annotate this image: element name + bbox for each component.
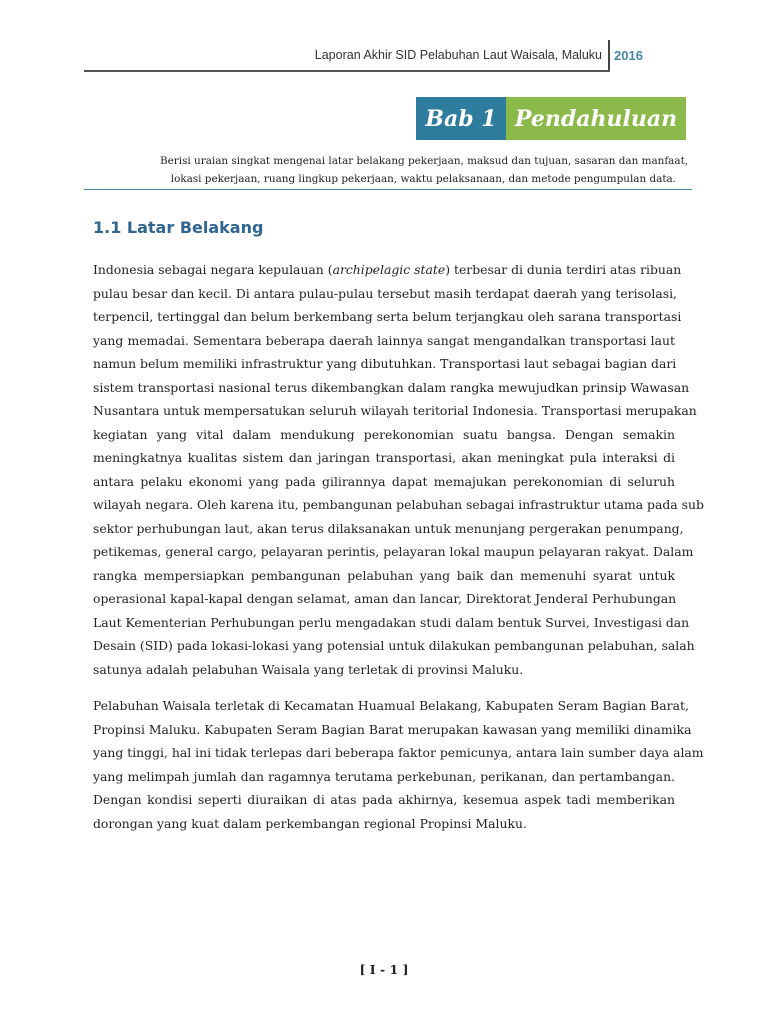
paragraph-line: Dengan kondisi seperti diuraikan di atas pada akhirnya, kesemua aspek tadi memberikan xyxy=(93,792,675,807)
paragraph-line: wilayah negara. Oleh karena itu, pembangunan pelabuhan sebagai infrastruktur utama pada sub xyxy=(93,497,704,512)
paragraph-line: Desain (SID) pada lokasi-lokasi yang potensial untuk dilakukan pembangunan pelabuhan, salah xyxy=(93,638,695,653)
paragraph-line: Propinsi Maluku. Kabupaten Seram Bagian Barat merupakan kawasan yang memiliki dinamika xyxy=(93,721,692,737)
paragraph-line: antara pelaku ekonomi yang pada gilirannya dapat memajukan perekonomian di seluruh xyxy=(93,473,675,489)
chapter-number: Bab 1 xyxy=(416,97,506,140)
paragraph-line: Pelabuhan Waisala terletak di Kecamatan Huamual Belakang, Kabupaten Seram Bagian Barat, xyxy=(93,698,689,713)
paragraph-line: sektor perhubungan laut, akan terus dilaksanakan untuk menunjang pergerakan penumpang, xyxy=(93,520,684,536)
header-rule xyxy=(84,70,610,72)
paragraph-2 xyxy=(93,694,704,835)
abstract-line: lokasi pekerjaan, ruang lingkup pekerjaan, waktu pelaksanaan, dan metode pengumpulan data. xyxy=(170,173,676,185)
paragraph-line: rangka mempersiapkan pembangunan pelabuhan yang baik dan memenuhi syarat untuk xyxy=(93,567,675,583)
paragraph-line: namun belum memiliki infrastruktur yang dibutuhkan. Transportasi laut sebagai bagian dari xyxy=(93,356,677,371)
paragraph-line: Nusantara untuk mempersatukan seluruh wilayah teritorial Indonesia. Transportasi merupakan xyxy=(93,403,697,418)
paragraph-line: petikemas, general cargo, pelayaran perintis, pelayaran lokal maupun pelayaran rakyat. Dalam xyxy=(93,544,694,559)
paragraph-line: kegiatan yang vital dalam mendukung perekonomian suatu bangsa. Dengan semakin xyxy=(93,426,675,442)
paragraph-line xyxy=(93,258,682,282)
italic-term: archipelagic state xyxy=(332,262,446,277)
paragraph-line: Laut Kementerian Perhubungan perlu mengadakan studi dalam bentuk Survei, Investigasi dan xyxy=(93,614,690,630)
paragraph-line: terpencil, tertinggal dan belum berkembang serta belum terjangkau oleh sarana transportasi xyxy=(93,309,682,324)
paragraph-line: pulau besar dan kecil. Di antara pulau-pulau tersebut masih terdapat daerah yang terisolasi, xyxy=(93,285,677,301)
paragraph-line: yang memadai. Sementara beberapa daerah lainnya sangat mengandalkan transportasi laut xyxy=(93,332,675,348)
abstract-rule xyxy=(84,189,692,190)
paragraph-line: yang tinggi, hal ini tidak terlepas dari beberapa faktor pemicunya, antara lain sumber daya alam xyxy=(93,745,704,760)
paragraph-line: sistem transportasi nasional terus dikembangkan dalam rangka mewujudkan prinsip Wawasan xyxy=(93,379,690,395)
header-separator xyxy=(608,40,610,72)
paragraph-line: yang melimpah jumlah dan ragamnya terutama perkebunan, perikanan, dan pertambangan. xyxy=(93,768,675,784)
paragraph-line: operasional kapal-kapal dengan selamat, aman dan lancar, Direktorat Jenderal Perhubungan xyxy=(93,591,677,606)
paragraph-1 xyxy=(93,258,704,681)
chapter-banner xyxy=(416,97,686,140)
text-run: ) terbesar di dunia terdiri atas ribuan xyxy=(445,262,682,277)
chapter-abstract xyxy=(160,152,689,188)
chapter-title: Pendahuluan xyxy=(506,97,686,140)
text-run: Indonesia sebagai negara kepulauan ( xyxy=(93,262,333,277)
paragraph-line: meningkatnya kualitas sistem dan jaringan transportasi, akan meningkat pula interaksi di xyxy=(93,450,675,465)
page-number: [ I - 1 ] xyxy=(359,962,409,977)
running-header-title: Laporan Akhir SID Pelabuhan Laut Waisala, Maluku xyxy=(314,48,602,62)
paragraph-line: satunya adalah pelabuhan Waisala yang terletak di provinsi Maluku. xyxy=(93,661,524,677)
paragraph-line: dorongan yang kuat dalam perkembangan regional Propinsi Maluku. xyxy=(93,815,527,831)
running-header-year: 2016 xyxy=(614,48,643,63)
abstract-line: Berisi uraian singkat mengenai latar belakang pekerjaan, maksud dan tujuan, sasaran dan manfaat, xyxy=(160,155,689,167)
section-heading: 1.1 Latar Belakang xyxy=(93,218,264,237)
